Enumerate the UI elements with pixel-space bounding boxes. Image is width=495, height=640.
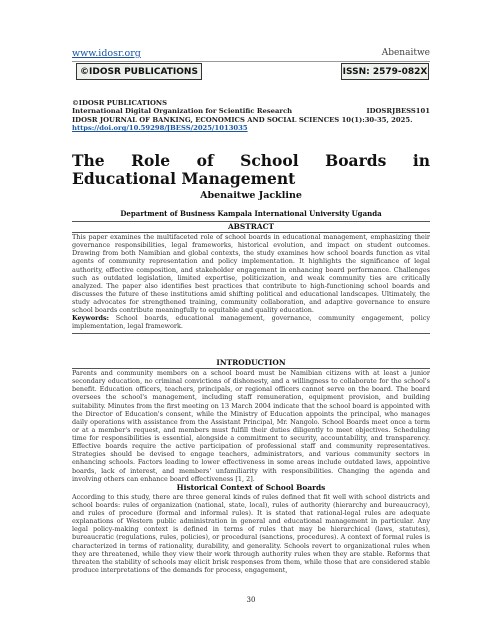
history-text: According to this study, there are three general kinds of rules defined that fit well with school districts and school boards: rules of organization (national, state, local), rules of authority (hierarchy and bureaucracy), and rules of procedure (formal and informal rules). It is stated that rational-legal rules are adequate explanations of Western public administration in general and educational management in particular. Any legal policy-making context is defined in terms of rules that may be hierarchical (laws, statutes), bureaucratic (regulations, rules, policies), or procedural (sanctions, procedures). A context of formal rules is characterized in terms of rationality, durability, and generality. Schools revert to organizational rules when they are threatened, while they view their work through authority rules when they are stable. Reforms that threaten the stability of schools may elicit brisk responses from them, while those that are considered stable produce interpretations of the demands for process, engagement, [72,492,430,574]
meta-journal-code: IDOSRJBESS101 [366,107,430,116]
article-title: The Role of School Boards in Educational Management [72,151,430,188]
site-url-link[interactable]: www.idosr.org [72,48,141,59]
running-author: Abenaitwe [381,48,430,58]
issn-badge: ISSN: 2579-082X [341,63,429,80]
meta-publisher: ©IDOSR PUBLICATIONS [72,99,168,107]
header-rule [72,61,430,62]
article-author: Abenaitwe Jackline [200,190,302,201]
abstract-heading: ABSTRACT [227,222,275,231]
publisher-badge: ©IDOSR PUBLICATIONS [76,63,202,80]
author-affiliation: Department of Business Kampala International University Uganda [120,209,382,218]
abstract-text: This paper examines the multifaceted role of school boards in educational management, emphasizing their governance responsibilities, legal frameworks, historical evolution, and impact on student outcomes. Drawing from both Namibian and global contexts, the study examines how school boards function as vital agents of community representation and policy implementation. It highlights the significance of legal authority, effective composition, and stakeholder engagement in enhancing board performance. Challenges such as outdated legislation, limited expertise, politicization, and weak community ties are critically analyzed. The paper also identifies best practices that contribute to high-functioning school boards and discusses the future of these institutions amid shifting political and educational landscapes. Ultimately, the study advocates for strengthened training, community collaboration, and adaptive governance to ensure school boards contribute meaningfully to equitable and quality education. [72,233,430,315]
journal-metadata [72,99,430,133]
doi-link[interactable]: https://doi.org/10.59298/JBESS/2025/1013035 [72,124,248,133]
abstract-section [72,221,430,334]
meta-journal: IDOSR JOURNAL OF BANKING, ECONOMICS AND SOCIAL SCIENCES 10(1):30-35, 2025. [72,115,413,124]
abstract-bottom-rule [72,333,430,334]
history-heading: Historical Context of School Boards [176,482,326,492]
running-header [72,48,430,60]
page-number: 30 [246,596,256,604]
keywords [72,314,430,330]
keywords-label: Keywords: [72,314,110,323]
keywords-text: School boards, educational management, governance, community engagement, policy implementation, legal framework. [72,314,430,331]
meta-organization: International Digital Organization for Scientific Research [72,107,293,116]
introduction-section [72,358,430,574]
meta-organization-row [72,107,430,115]
introduction-heading: INTRODUCTION [216,358,286,367]
introduction-text: Parents and community members on a school board must be Namibian citizens with at least a junior secondary education, no criminal convictions of dishonesty, and a willingness to collaborate for the school's benefit. Education officers, teachers, principals, or regional officers cannot serve on the board. The board oversees the school's management, including staff remuneration, equipment provision, and building suitability. Minutes from the first meeting on 13 March 2004 indicate that the school board is appointed with the Director of Education's consent, while the Ministry of Education appoints the principal, who manages daily operations with assistance from the Assistant Principal, Mr. Nangolo. School Boards meet once a term or at a member's request, and members must fulfill their duties diligently to meet objectives. Scheduling time for responsibilities is essential, alongside a commitment to security, accountability, and transparency. Effective boards require the active participation of professional staff and community representatives. Strategies should be devised to engage teachers, administrators, and various community sectors in enhancing schools. Factors leading to lower effectiveness in some areas include outdated laws, appointive boards, lack of interest, and members' unfamiliarity with responsibilities. Changing the agenda and involving others can enhance board effectiveness [1, 2]. [72,369,430,483]
